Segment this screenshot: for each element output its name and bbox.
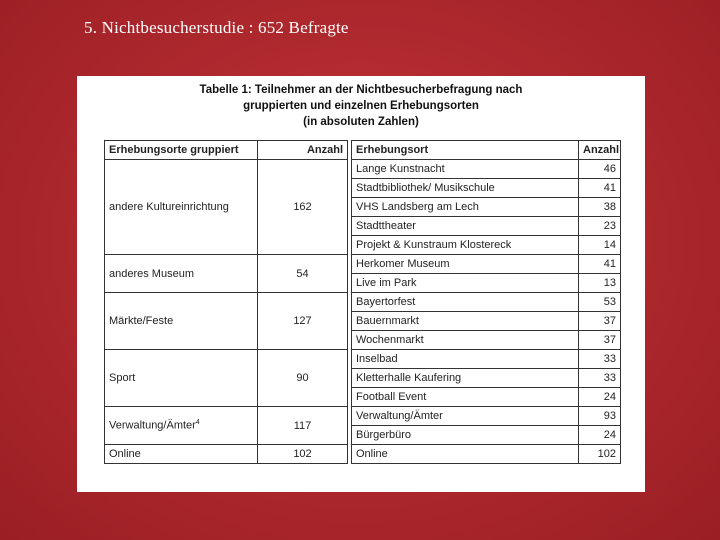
place-name-cell: Lange Kunstnacht [352,160,579,179]
group-name-cell [105,293,258,350]
group-name-cell [105,160,258,255]
header-group: Erhebungsorte gruppiert [105,141,258,160]
place-name-cell: Online [352,445,579,464]
place-name-cell: VHS Landsberg am Lech [352,198,579,217]
place-name-cell: Verwaltung/Ämter [352,407,579,426]
place-count-cell: 41 [579,255,621,274]
place-count-cell: 102 [579,445,621,464]
place-name-cell: Wochenmarkt [352,331,579,350]
group-name-cell [105,445,258,464]
header-group-count: Anzahl [258,141,348,160]
place-name-cell: Football Event [352,388,579,407]
group-count-cell: 127 [258,293,348,350]
place-count-cell: 37 [579,331,621,350]
group-name: andere Kultureinrichtung [109,201,229,213]
place-count-cell: 93 [579,407,621,426]
place-count-cell: 13 [579,274,621,293]
group-name: Verwaltung/Ämter [109,419,196,432]
place-name-cell: Live im Park [352,274,579,293]
group-name-cell [105,255,258,293]
caption-line-1: Tabelle 1: Teilnehmer an der Nichtbesucherbefragung nach [199,84,523,96]
table-caption [77,82,645,130]
caption-line-3: (in absoluten Zahlen) [303,116,419,128]
group-name: Sport [109,372,136,384]
group-name-cell [105,350,258,407]
header-place-count: Anzahl [579,141,621,160]
group-name-cell [105,407,258,445]
table-row [105,407,621,426]
header-place: Erhebungsort [352,141,579,160]
table-row [105,160,621,179]
place-name-cell: Inselbad [352,350,579,369]
place-name-cell: Stadttheater [352,217,579,236]
place-name-cell: Projekt & Kunstraum Klostereck [352,236,579,255]
place-name-cell: Stadtbibliothek/ Musikschule [352,179,579,198]
table-header-row [105,141,621,160]
group-count-cell: 54 [258,255,348,293]
place-name-cell: Kletterhalle Kaufering [352,369,579,388]
place-count-cell: 14 [579,236,621,255]
place-count-cell: 38 [579,198,621,217]
group-count-cell: 102 [258,445,348,464]
place-count-cell: 53 [579,293,621,312]
place-count-cell: 37 [579,312,621,331]
table-body [105,160,621,464]
table-row [105,445,621,464]
table-image-panel [77,76,645,492]
place-count-cell: 23 [579,217,621,236]
slide-title: 5. Nichtbesucherstudie : 652 Befragte [84,18,349,37]
place-name-cell: Bürgerbüro [352,426,579,445]
group-name: anderes Museum [109,267,194,280]
group-count-cell: 162 [258,160,348,255]
footnote-marker: 4 [195,419,200,427]
group-name: Märkte/Feste [109,315,174,327]
table-row [105,293,621,312]
place-count-cell: 33 [579,369,621,388]
place-count-cell: 24 [579,388,621,407]
place-name-cell: Herkomer Museum [352,255,579,274]
survey-table [104,140,621,464]
place-count-cell: 24 [579,426,621,445]
group-count-cell: 90 [258,350,348,407]
group-count-cell: 117 [258,407,348,445]
place-name-cell: Bauernmarkt [352,312,579,331]
place-count-cell: 46 [579,160,621,179]
place-count-cell: 41 [579,179,621,198]
table-row [105,255,621,274]
table-row [105,350,621,369]
group-name: Online [109,448,141,460]
place-count-cell: 33 [579,350,621,369]
place-name-cell: Bayertorfest [352,293,579,312]
caption-line-2: gruppierten und einzelnen Erhebungsorten [243,100,479,112]
